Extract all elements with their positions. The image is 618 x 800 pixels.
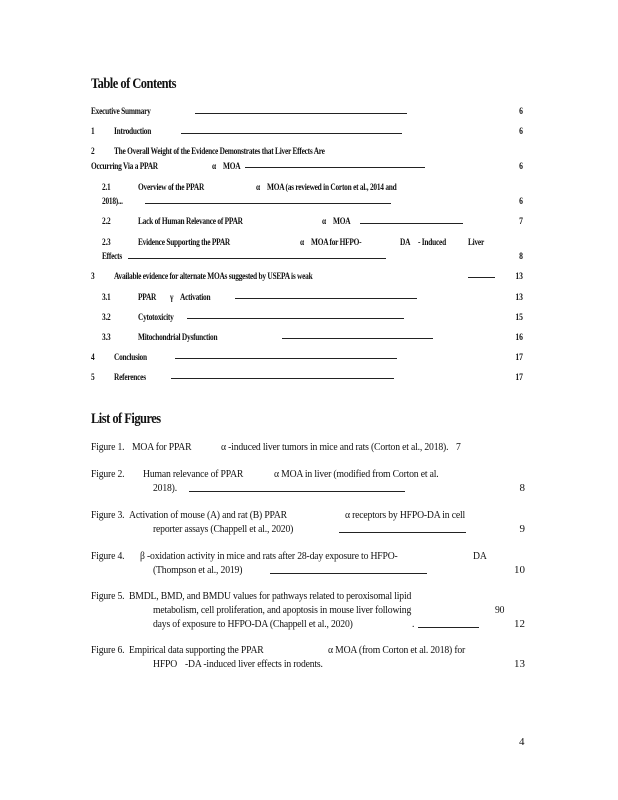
figure-6-caption-cont: α MOA (from Corton et al. 2018) for xyxy=(328,644,466,656)
toc-leader-line xyxy=(360,223,463,224)
toc-entry-evidence-induced: - Induced xyxy=(418,237,446,247)
figure-5-period: . xyxy=(412,618,415,630)
toc-leader-line xyxy=(175,358,397,359)
toc-entry-overview-ppar-cont: MOA (as reviewed in Corton et al., 2014 and xyxy=(267,182,397,192)
toc-leader-line xyxy=(128,258,386,259)
figure-6-caption-hfpo: HFPO xyxy=(153,658,178,670)
toc-entry-weight-of-evidence-cont[interactable]: Occurring Via a PPAR xyxy=(91,161,158,171)
figure-4-caption-line2: (Thompson et al., 2019) xyxy=(153,564,243,576)
toc-leader-line xyxy=(171,378,394,379)
toc-page-number: 17 xyxy=(515,352,523,362)
figures-heading: List of Figures xyxy=(91,411,161,427)
toc-entry-number: 2 xyxy=(91,146,95,156)
toc-entry-alternate-moas[interactable]: Available evidence for alternate MOAs suggested by USEPA is weak xyxy=(114,271,313,281)
figure-5-caption-days: 90 xyxy=(495,604,505,616)
figure-page-number: 13 xyxy=(514,658,525,670)
figure-leader-line xyxy=(418,627,479,628)
figure-label: Figure 2. xyxy=(91,468,125,480)
toc-entry-evidence-effects: Effects xyxy=(102,251,123,261)
figure-leader-line xyxy=(339,532,466,533)
toc-page-number: 13 xyxy=(515,292,523,302)
toc-entry-number: 3.3 xyxy=(102,332,111,342)
figure-leader-line xyxy=(270,573,427,574)
toc-entry-number: 1 xyxy=(91,126,95,136)
toc-leader-line xyxy=(187,318,404,319)
toc-page-number: 16 xyxy=(515,332,523,342)
figure-5-caption-line3: days of exposure to HFPO-DA (Chappell et al., 2020) xyxy=(153,618,353,630)
figure-2-caption[interactable]: Human relevance of PPAR xyxy=(143,468,244,480)
figure-label: Figure 1. xyxy=(91,441,125,453)
toc-page-number: 7 xyxy=(519,216,523,226)
toc-page-number: 17 xyxy=(515,372,523,382)
toc-heading: Table of Contents xyxy=(91,76,177,92)
toc-leader-line xyxy=(181,133,402,134)
figure-page-number: 9 xyxy=(519,523,525,535)
toc-entry-executive-summary[interactable]: Executive Summary xyxy=(91,106,151,116)
toc-entry-ppar-gamma[interactable]: PPAR xyxy=(138,292,157,302)
toc-entry-number: 5 xyxy=(91,372,95,382)
toc-entry-number: 2.3 xyxy=(102,237,111,247)
toc-entry-mitochondrial[interactable]: Mitochondrial Dysfunction xyxy=(138,332,218,342)
toc-entry-overview-ppar-year: 2018)... xyxy=(102,196,123,206)
toc-entry-number: 2.2 xyxy=(102,216,111,226)
toc-entry-human-relevance-moa: MOA xyxy=(333,216,351,226)
figure-4-caption-cont: DA xyxy=(473,550,487,562)
figure-6-caption[interactable]: Empirical data supporting the PPAR xyxy=(129,644,264,656)
toc-leader-line xyxy=(282,338,433,339)
figure-label: Figure 3. xyxy=(91,509,125,521)
figure-4-caption[interactable]: β -oxidation activity in mice and rats after 28-day exposure to HFPO- xyxy=(140,550,398,562)
toc-entry-number: 4 xyxy=(91,352,95,362)
alpha-symbol: α xyxy=(322,216,326,226)
toc-page-number: 15 xyxy=(515,312,523,322)
figure-2-caption-line2: 2018). xyxy=(153,482,177,494)
figure-label: Figure 4. xyxy=(91,550,125,562)
figure-3-caption-line2: reporter assays (Chappell et al., 2020) xyxy=(153,523,294,535)
figure-5-caption-line2: metabolism, cell proliferation, and apoptosis in mouse liver following xyxy=(153,604,412,616)
toc-page-number: 13 xyxy=(515,271,523,281)
alpha-symbol: α xyxy=(256,182,260,192)
figure-label: Figure 5. xyxy=(91,590,125,602)
toc-entry-evidence-liver: Liver xyxy=(468,237,484,247)
toc-entry-evidence-da: DA xyxy=(400,237,411,247)
toc-leader-line xyxy=(245,167,425,168)
toc-entry-weight-of-evidence[interactable]: The Overall Weight of the Evidence Demonstrates that Liver Effects Are xyxy=(114,146,325,156)
figure-1-caption[interactable]: MOA for PPAR xyxy=(132,441,192,453)
toc-leader-line xyxy=(468,277,495,278)
toc-leader-line xyxy=(195,113,407,114)
figure-6-caption-line2: -DA -induced liver effects in rodents. xyxy=(185,658,323,670)
toc-entry-evidence-moa: MOA for HFPO- xyxy=(311,237,362,247)
toc-entry-human-relevance[interactable]: Lack of Human Relevance of PPAR xyxy=(138,216,243,226)
toc-entry-number: 3 xyxy=(91,271,95,281)
page-number: 4 xyxy=(519,736,525,748)
toc-page-number: 6 xyxy=(519,161,523,171)
toc-entry-evidence-supporting[interactable]: Evidence Supporting the PPAR xyxy=(138,237,231,247)
figure-3-caption-cont: α receptors by HFPO-DA in cell xyxy=(345,509,465,521)
toc-entry-number: 3.2 xyxy=(102,312,111,322)
toc-entry-conclusion[interactable]: Conclusion xyxy=(114,352,147,362)
toc-entry-references[interactable]: References xyxy=(114,372,146,382)
figure-page-number: 12 xyxy=(514,618,525,630)
alpha-symbol: α xyxy=(300,237,304,247)
figure-label: Figure 6. xyxy=(91,644,125,656)
toc-page-number: 6 xyxy=(519,196,523,206)
toc-entry-weight-of-evidence-moa: MOA xyxy=(223,161,241,171)
toc-entry-ppar-gamma-activation: Activation xyxy=(180,292,211,302)
toc-entry-introduction[interactable]: Introduction xyxy=(114,126,152,136)
toc-page-number: 8 xyxy=(519,251,523,261)
toc-leader-line xyxy=(145,203,391,204)
toc-entry-number: 3.1 xyxy=(102,292,111,302)
figure-1-caption-cont: α -induced liver tumors in mice and rats (Corton et al., 2018). xyxy=(221,441,449,453)
alpha-symbol: α xyxy=(212,161,216,171)
gamma-symbol: γ xyxy=(170,292,174,302)
figure-page-number: 10 xyxy=(514,564,525,576)
toc-page-number: 6 xyxy=(519,126,523,136)
figure-3-caption[interactable]: Activation of mouse (A) and rat (B) PPAR xyxy=(129,509,287,521)
figure-5-caption[interactable]: BMDL, BMD, and BMDU values for pathways related to peroxisomal lipid xyxy=(129,590,412,602)
figure-page-number: 8 xyxy=(519,482,525,494)
toc-leader-line xyxy=(235,298,417,299)
toc-entry-number: 2.1 xyxy=(102,182,111,192)
figure-2-caption-cont: α MOA in liver (modified from Corton et al. xyxy=(274,468,439,480)
toc-page-number: 6 xyxy=(519,106,523,116)
figure-leader-line xyxy=(189,491,405,492)
toc-entry-cytotoxicity[interactable]: Cytotoxicity xyxy=(138,312,174,322)
toc-entry-overview-ppar[interactable]: Overview of the PPAR xyxy=(138,182,205,192)
figure-page-number: 7 xyxy=(456,441,461,453)
